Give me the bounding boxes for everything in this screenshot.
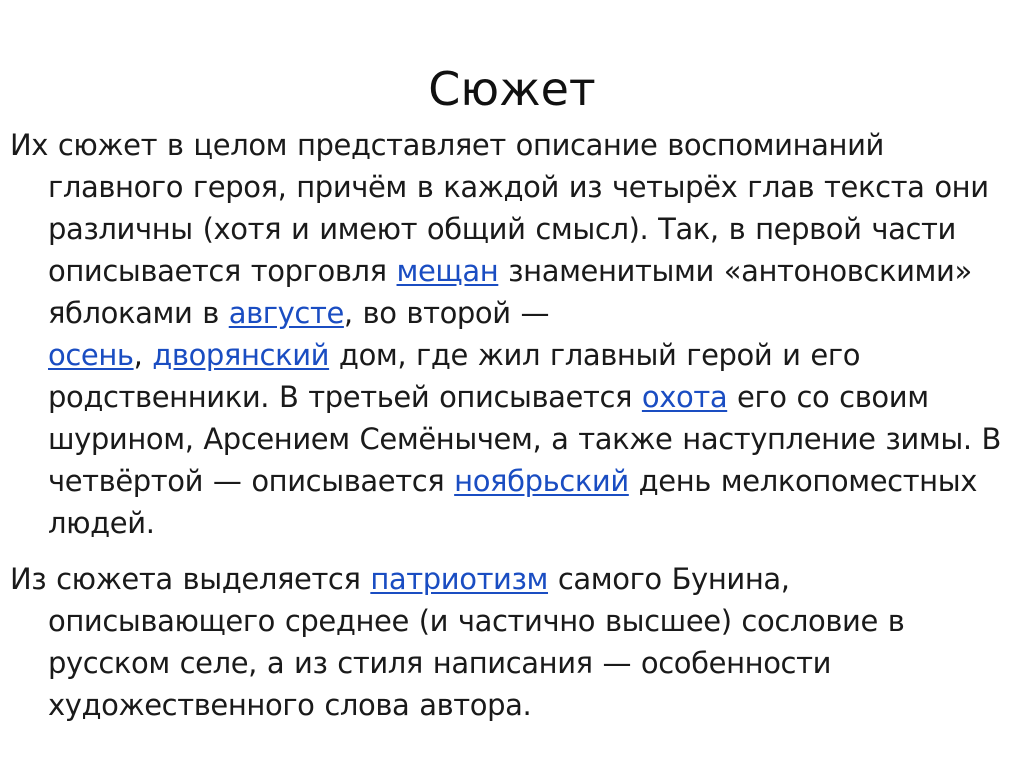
slide-title: Сюжет (428, 62, 596, 116)
link-avguste[interactable]: августе (228, 296, 344, 330)
paragraph-text: знаменитыми «антоновскими» яблоками в (48, 254, 972, 330)
paragraph-text: день мелкопоместных людей. (48, 464, 978, 540)
paragraph-text: дом, где жил главный герой и его родственники. В третьей описывается (48, 338, 861, 414)
paragraph-plot-description (0, 124, 1010, 544)
paragraph-text: самого Бунина, описывающего среднее (и частично высшее) сословие в русском селе, а из стиля написания — особенности художественного слова автора. (48, 562, 905, 722)
paragraph-text: , (133, 338, 153, 372)
link-okhota[interactable]: охота (641, 380, 728, 414)
link-patriotizm[interactable]: патриотизм (370, 562, 549, 596)
link-osen[interactable]: осень (48, 338, 134, 372)
slide-body (0, 124, 1010, 740)
link-meshchan[interactable]: мещан (396, 254, 499, 288)
paragraph-text: Их сюжет в целом представляет описание воспоминаний главного героя, причём в каждой из четырёх глав текста они различны (хотя и имеют общий смысл). Так, в первой части описывается торговля (10, 128, 989, 288)
link-dvoryanskiy[interactable]: дворянский (152, 338, 330, 372)
link-noyabrskiy[interactable]: ноябрьский (454, 464, 629, 498)
paragraph-text: его со своим шурином, Арсением Семёнычем, а также наступление зимы. В четвёртой — описывается (48, 380, 1001, 498)
paragraph-patriotism (0, 558, 1010, 726)
paragraph-text: Из сюжета выделяется (10, 562, 371, 596)
paragraph-text: , во второй — (343, 296, 550, 330)
